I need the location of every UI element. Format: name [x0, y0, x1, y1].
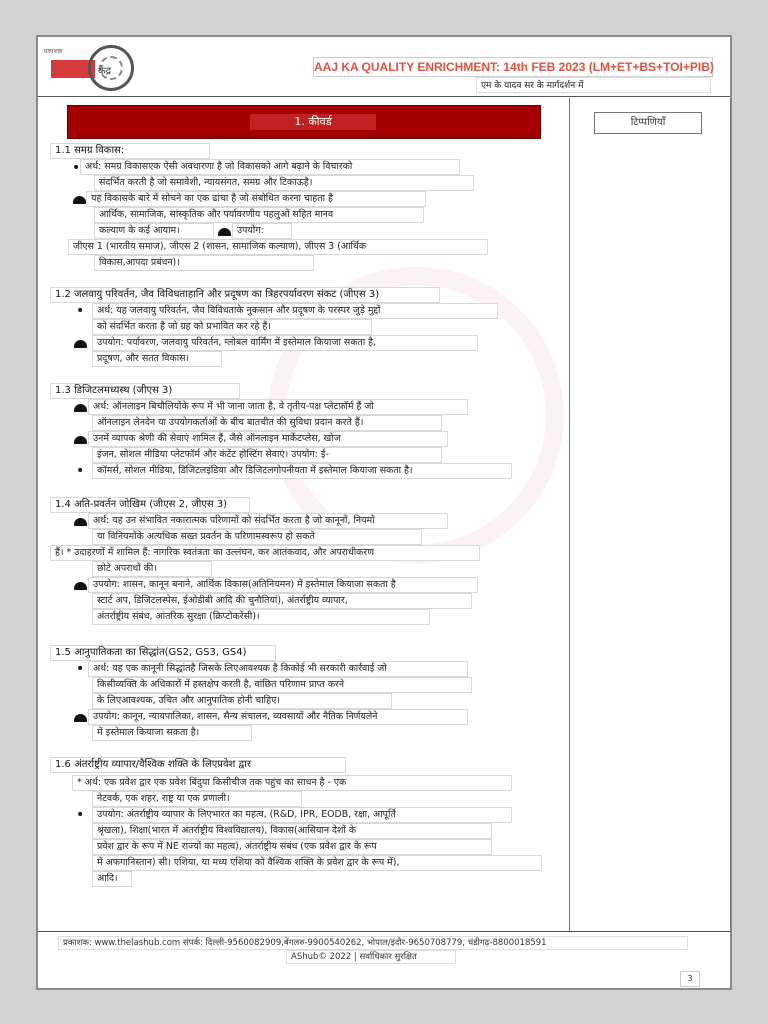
- banner-title: 1. कीवर्ड: [250, 114, 376, 130]
- section-heading: 1.3 डिजिटलमध्यस्थ (जीएस 3): [50, 383, 240, 399]
- text-line: उपयोग:: [232, 223, 292, 239]
- text-line: अर्थ: समग्र विकासएक ऐसी अवधारणा है जो विकासको आगे बढ़ाने के विचारको: [80, 159, 460, 175]
- text-line: में अफगानिस्तान) सी। एशिया, या मध्य एशिया को वैश्विक शक्ति के प्रवेश द्वार के रूप में),: [92, 855, 542, 871]
- graduation-cap-icon: [74, 518, 87, 526]
- text-line: अर्थ: ऑनलाइन बिचौलियोंके रूप में भी जाना जाता है, वे तृतीय-पक्ष प्लेटफ़ॉर्म हैं जो: [88, 399, 468, 415]
- document-page: [36, 35, 732, 990]
- text-line: या विनियमोंके अत्यधिक सख्त प्रवर्तन के परिणामस्वरूप हो सकते: [92, 529, 422, 545]
- footer-copyright: AShub© 2022 | सर्वाधिकार सुरक्षित: [286, 950, 456, 964]
- graduation-cap-icon: [74, 340, 87, 348]
- logo-caption: प्रकाशक: [44, 48, 63, 55]
- page-number: 3: [680, 971, 700, 987]
- text-line: आर्थिक, सामाजिक, सांस्कृतिक और पर्यावरणीय पहलुओं सहित मानव: [94, 207, 424, 223]
- text-line: यह विकासके बारे में सोचने का एक ढांचा है जो संबोधित करना चाहता है: [86, 191, 426, 207]
- text-line: अंतर्राष्ट्रीय संबंध, आंतरिक सुरक्षा (क्रिप्टोकरेंसी)।: [92, 609, 430, 625]
- graduation-cap-icon: [218, 228, 231, 236]
- text-line: छोटे अपराधों की।: [92, 561, 212, 577]
- page-header: [38, 37, 730, 97]
- text-line: अर्थ: यह उन संभावित नकारात्मक परिणामों को संदर्भित करता है जो कानूनों, नियमों: [88, 513, 448, 529]
- text-line: हैं। * उदाहरणों में शामिल हैं: नागरिक स्वतंत्रता का उल्लंघन, कर आतंकवाद, और अपराधीकरण: [50, 545, 480, 561]
- header-divider: [38, 96, 730, 97]
- text-line: संदर्भित करती है जो समावेशी, न्यायसंगत, समग्र और टिकाऊहै।: [94, 175, 474, 191]
- text-line: जीएस 1 (भारतीय समाज), जीएस 2 (शासन, सामाजिक कल्याण), जीएस 3 (आर्थिक: [68, 239, 488, 255]
- text-line: उपयोग: कानून, न्यायपालिका, शासन, सैन्य संचालन, व्यवसायों और नैतिक निर्णयलेने: [88, 709, 468, 725]
- bullet-icon: •: [76, 303, 85, 319]
- graduation-cap-icon: [74, 714, 87, 722]
- bullet-icon: •: [76, 661, 85, 677]
- graduation-cap-icon: [73, 196, 86, 204]
- bullet-icon: •: [76, 807, 85, 823]
- text-line: उनमें व्यापक श्रेणी की सेवाएं शामिल हैं, जैसे ऑनलाइन मार्केटप्लेस, खोज: [88, 431, 448, 447]
- text-line: * अर्थ: एक प्रवेश द्वार एक प्रवेश बिंदुया किसीचीज तक पहुंच का साधन है - एक: [72, 775, 512, 791]
- text-line: किसीव्यक्ति के अधिकारों में हस्तक्षेप करती है, वांछित परिणाम प्राप्त करने: [92, 677, 472, 693]
- page-subtitle: एम के यादव सर के मार्गदर्शन में: [476, 77, 711, 93]
- text-line: के लिएआवश्यक, उचित और आनुपातिक होनी चाहिए।: [92, 693, 392, 709]
- text-line: आदि।: [92, 871, 132, 887]
- logo-text: केंद्र: [98, 66, 111, 77]
- text-line: प्रदूषण, और सतत विकास।: [92, 351, 222, 367]
- text-line: नेटवर्क, एक शहर, राष्ट्र या एक प्रणाली।: [92, 791, 302, 807]
- bullet-icon: •: [72, 160, 81, 176]
- footer-divider: [38, 931, 730, 932]
- notes-label: टिप्पणियाँ: [594, 112, 702, 134]
- notes-sidebar: [569, 98, 731, 932]
- page-title: AAJ KA QUALITY ENRICHMENT: 14th FEB 2023 (LM+ET+BS+TOI+PIB): [313, 57, 713, 77]
- text-line: इंजन, सोशल मीडिया प्लेटफॉर्म और कंटेंट होस्टिंग सेवाएं। उपयोग: ई-: [92, 447, 442, 463]
- text-line: में इस्तेमाल कियाजा सकता है।: [92, 725, 252, 741]
- section-heading: 1.2 जलवायु परिवर्तन, जैव विविधताहानि और प्रदूषण का त्रिहरपर्यावरण संकट (जीएस 3): [50, 287, 440, 303]
- graduation-cap-icon: [74, 436, 87, 444]
- text-line: अर्थ: यह एक कानूनी सिद्धांतहै जिसके लिएआवश्यक है किकोई भी सरकारी कार्रवाई जो: [88, 661, 468, 677]
- section-heading: 1.6 अंतर्राष्ट्रीय व्यापार/वैश्विक शक्ति के लिएप्रवेश द्वार: [50, 757, 346, 773]
- text-line: को संदर्भित करता है जो ग्रह को प्रभावित कर रहे हैं।: [92, 319, 372, 335]
- text-line: उपयोग: पर्यावरण, जलवायु परिवर्तन, ग्लोबल वार्मिंग में इस्तेमाल कियाजा सकता है,: [92, 335, 478, 351]
- section-heading: 1.4 अति-प्रवर्तन जोखिम (जीएस 2, जीएस 3): [50, 497, 250, 513]
- text-line: विकास,आपदा प्रबंधन)।: [94, 255, 314, 271]
- section-heading: 1.5 आनुपातिकता का सिद्धांत(GS2, GS3, GS4): [50, 645, 276, 661]
- section-banner: [67, 105, 541, 139]
- text-line: उपयोग: अंतर्राष्ट्रीय व्यापार के लिएभारत का महत्व, (R&D, IPR, EODB, रक्षा, आपूर्ति: [92, 807, 512, 823]
- text-line: प्रवेश द्वार के रूप में NE राज्यों का महत्व), अंतर्राष्ट्रीय संबंध (एक प्रवेश द्वार के रूप: [92, 839, 492, 855]
- graduation-cap-icon: [74, 404, 87, 412]
- footer-contact: प्रकाशक: www.thelashub.com संपर्क: दिल्ली-9560082909,बेंगलरु-9900540262, भोपाल/इंदौर-9650708779, चंडीगढ़-8800018591: [58, 936, 688, 950]
- text-line: श्रृंखला), शिक्षा(भारत में अंतर्राष्ट्रीय विश्वविद्यालय), विकास(आसियान देशों के: [92, 823, 492, 839]
- bullet-icon: •: [76, 463, 85, 479]
- graduation-cap-icon: [74, 582, 87, 590]
- text-line: अर्थ: यह जलवायु परिवर्तन, जैव विविधताके नुकसान और प्रदूषण के परस्पर जुड़े मुद्दों: [92, 303, 498, 319]
- section-heading: 1.1 समग्र विकास:: [50, 143, 210, 159]
- text-line: स्टार्ट अप, डिजिटलस्पेस, ईओडीबी आदि की चुनौतियां), अंतर्राष्ट्रीय व्यापार,: [92, 593, 472, 609]
- text-line: कॉमर्स, सोशल मीडिया, डिजिटलइंडिया और डिजिटलगोपनीयता में इस्तेमाल कियाजा सकता है।: [92, 463, 512, 479]
- chakra-logo-icon: [88, 45, 134, 91]
- text-line: उपयोग: शासन, कानून बनाने, आर्थिक विकास(अतिनियमन) में इस्तेमाल कियाजा सकता है: [88, 577, 478, 593]
- text-line: कल्याण के कई आयाम।: [94, 223, 214, 239]
- publisher-logo: [44, 45, 144, 95]
- text-line: ऑनलाइन लेनदेन या उपयोगकर्ताओं के बीच बातचीत की सुविधा प्रदान करते हैं।: [92, 415, 442, 431]
